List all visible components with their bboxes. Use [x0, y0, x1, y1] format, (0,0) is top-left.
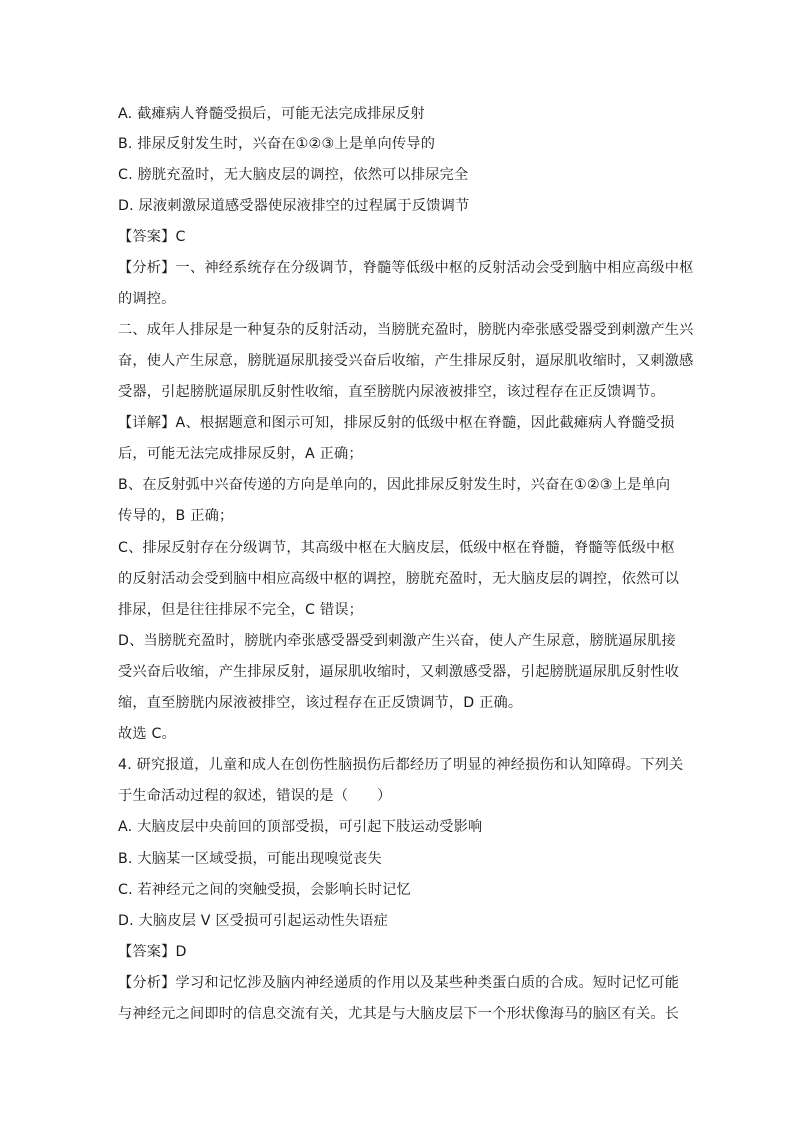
q3-detail-line: 【详解】A、根据题意和图示可知，排尿反射的低级中枢在脊髓，因此截瘫病人脊髓受损 — [118, 415, 675, 431]
q3-option-a: A. 截瘫病人脊髓受损后，可能无法完成排尿反射 — [118, 106, 425, 122]
q4-stem-line: 4. 研究报道，儿童和成人在创伤性脑损伤后都经历了明显的神经损伤和认知障碍。下列关 — [118, 757, 684, 773]
q3-detail-line: 受兴奋后收缩，产生排尿反射，逼尿肌收缩时，又刺激感受器，引起膀胱逼尿肌反射性收 — [118, 664, 680, 680]
q3-detail-line: 缩，直至膀胱内尿液被排空，该过程存在正反馈调节，D 正确。 — [118, 695, 523, 711]
q4-option-a: A. 大脑皮层中央前回的顶部受损，可引起下肢运动受影响 — [118, 819, 483, 835]
q4-answer: 【答案】D — [118, 944, 187, 960]
q3-conclusion: 故选 C。 — [118, 726, 176, 742]
q3-analysis-line: 奋，使人产生尿意，膀胱逼尿肌接受兴奋后收缩，产生排尿反射，逼尿肌收缩时，又刺激感 — [118, 353, 694, 369]
q3-detail-line: 后，可能无法完成排尿反射，A 正确； — [118, 446, 363, 462]
q3-detail-line: 排尿，但是往往排尿不完全，C 错误； — [118, 602, 364, 618]
q3-option-b: B. 排尿反射发生时，兴奋在①②③上是单向传导的 — [118, 136, 436, 152]
q3-detail-line: 传导的，B 正确； — [118, 508, 234, 524]
q3-detail-line: B、在反射弧中兴奋传递的方向是单向的，因此排尿反射发生时，兴奋在①②③上是单向 — [118, 477, 671, 493]
q4-analysis-line: 与神经元之间即时的信息交流有关，尤其是与大脑皮层下一个形状像海马的脑区有关。长 — [118, 1006, 680, 1022]
q3-analysis-line: 受器，引起膀胱逼尿肌反射性收缩，直至膀胱内尿液被排空，该过程存在正反馈调节。 — [118, 384, 665, 400]
q3-option-d: D. 尿液刺激尿道感受器使尿液排空的过程属于反馈调节 — [118, 198, 470, 214]
q3-detail-line: D、当膀胱充盈时，膀胱内牵张感受器受到刺激产生兴奋，使人产生尿意，膀胱逼尿肌接 — [118, 633, 676, 649]
q3-option-c: C. 膀胱充盈时，无大脑皮层的调控，依然可以排尿完全 — [118, 167, 469, 183]
q4-option-b: B. 大脑某一区域受损，可能出现嗅觉丧失 — [118, 851, 382, 867]
q3-detail-line: C、排尿反射存在分级调节，其高级中枢在大脑皮层，低级中枢在脊髓，脊髓等低级中枢 — [118, 540, 675, 556]
q3-detail-line: 的反射活动会受到脑中相应高级中枢的调控，膀胱充盈时，无大脑皮层的调控，依然可以 — [118, 571, 680, 587]
q3-analysis-line: 【分析】一、神经系统存在分级调节，脊髓等低级中枢的反射活动会受到脑中相应高级中枢 — [118, 260, 694, 276]
q4-option-d: D. 大脑皮层 V 区受损可引起运动性失语症 — [118, 913, 389, 929]
q3-answer: 【答案】C — [118, 229, 186, 245]
q4-analysis-line: 【分析】学习和记忆涉及脑内神经递质的作用以及某些种类蛋白质的合成。短时记忆可能 — [118, 975, 680, 991]
q3-analysis-line: 的调控。 — [118, 291, 176, 307]
q3-analysis-line: 二、成年人排尿是一种复杂的反射活动，当膀胱充盈时，膀胱内牵张感受器受到刺激产生兴 — [118, 322, 694, 338]
q4-option-c: C. 若神经元之间的突触受损，会影响长时记忆 — [118, 882, 411, 898]
q4-stem-line: 于生命活动过程的叙述，错误的是（ ） — [118, 788, 392, 804]
